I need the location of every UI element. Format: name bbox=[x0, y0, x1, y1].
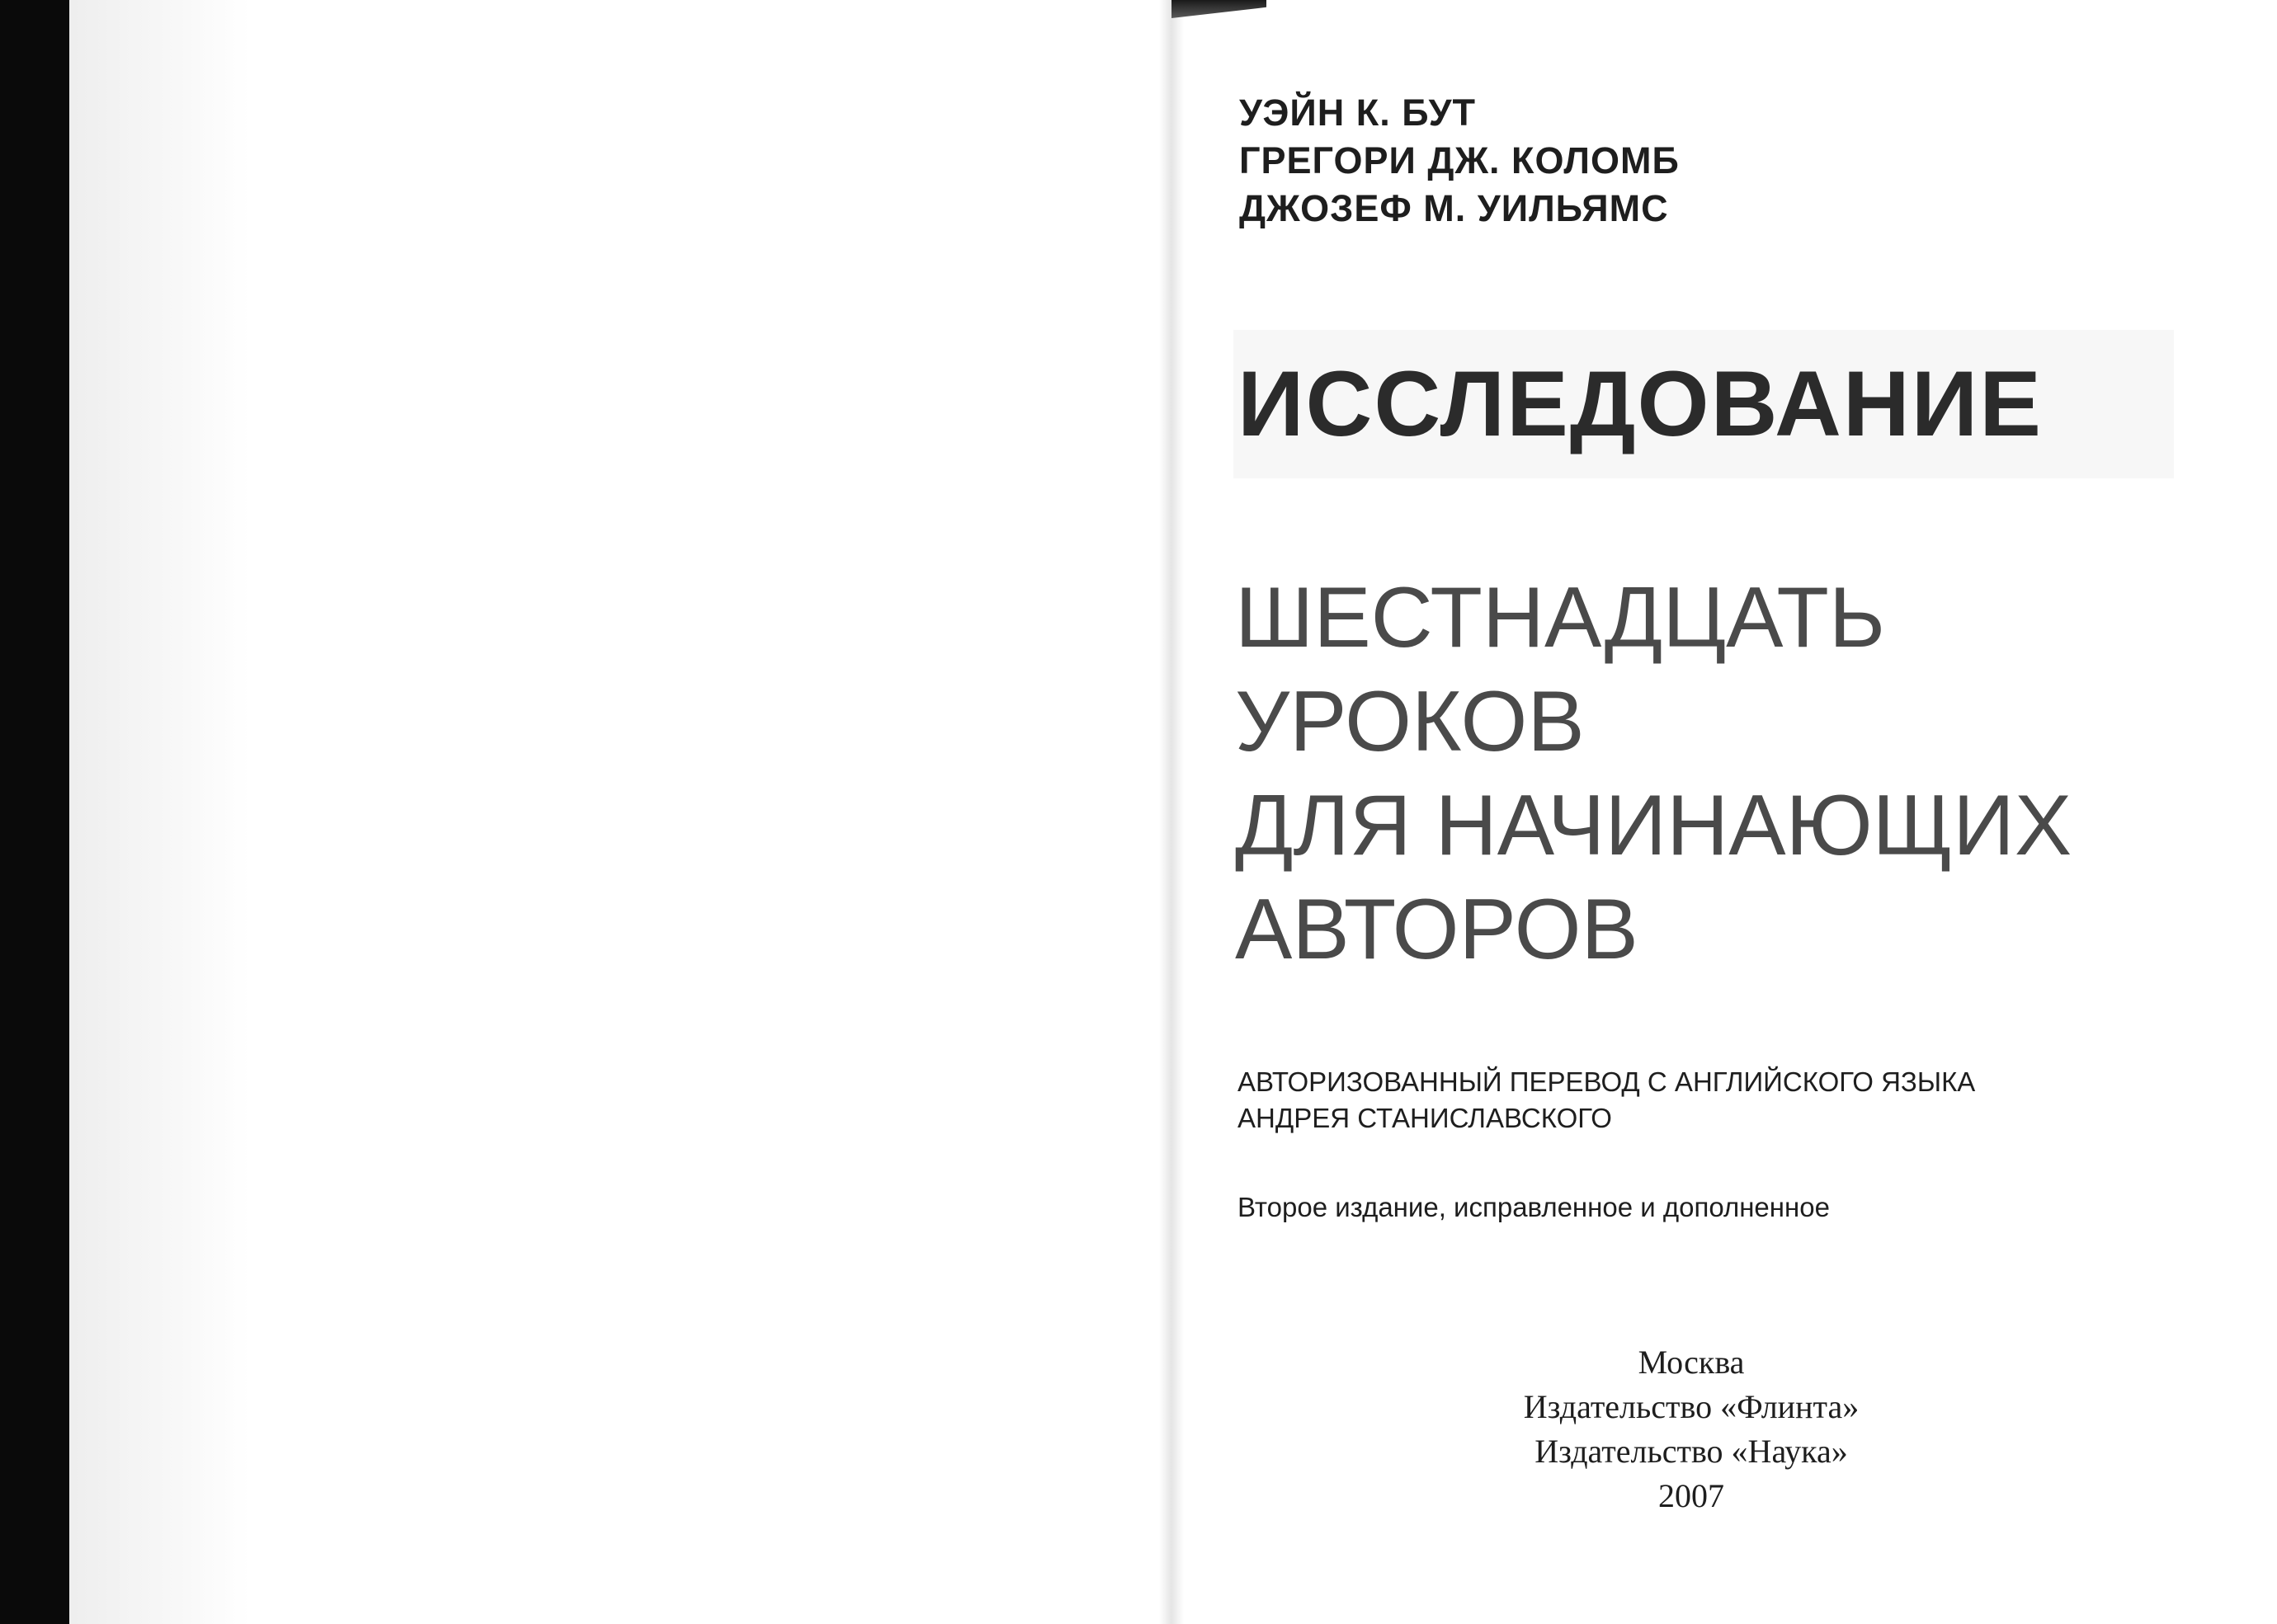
imprint-year: 2007 bbox=[1658, 1477, 1724, 1514]
subtitle-line: АВТОРОВ bbox=[1235, 882, 1638, 977]
book-subtitle bbox=[1235, 566, 2072, 981]
author-name: ДЖОЗЕФ М. УИЛЬЯМС bbox=[1239, 187, 1669, 229]
imprint-publisher: Издательство «Наука» bbox=[1534, 1433, 1848, 1470]
publisher-imprint bbox=[1452, 1340, 1930, 1518]
left-page-shadow bbox=[69, 0, 251, 1624]
subtitle-line: УРОКОВ bbox=[1235, 674, 1585, 770]
translation-line: АВТОРИЗОВАННЫЙ ПЕРЕВОД С АНГЛИЙСКОГО ЯЗЫКА bbox=[1238, 1066, 1976, 1097]
edition-note: Второе издание, исправленное и дополненное bbox=[1238, 1192, 1830, 1222]
translation-credit bbox=[1238, 1064, 1975, 1137]
book-title: ИССЛЕДОВАНИЕ bbox=[1238, 352, 2043, 455]
scan-dark-edge bbox=[0, 0, 69, 1624]
author-list bbox=[1239, 89, 1680, 233]
author-name: УЭЙН К. БУТ bbox=[1239, 92, 1476, 134]
imprint-city: Москва bbox=[1638, 1344, 1745, 1381]
subtitle-line: ДЛЯ НАЧИНАЮЩИХ bbox=[1235, 778, 2072, 873]
book-gutter bbox=[1159, 0, 1184, 1624]
author-name: ГРЕГОРИ ДЖ. КОЛОМБ bbox=[1239, 139, 1680, 181]
subtitle-line: ШЕСТНАДЦАТЬ bbox=[1235, 570, 1886, 666]
translation-line: АНДРЕЯ СТАНИСЛАВСКОГО bbox=[1238, 1103, 1612, 1133]
imprint-publisher: Издательство «Флинта» bbox=[1523, 1388, 1860, 1425]
